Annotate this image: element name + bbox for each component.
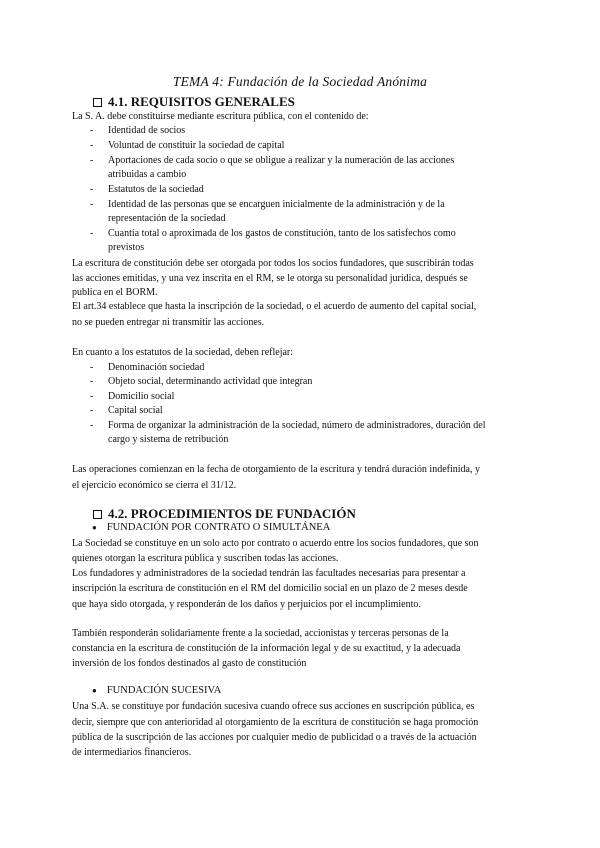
paragraph-line: También responderán solidariamente frente a la sociedad, accionistas y terceras personas de la [72,628,449,639]
paragraph-line: decir, siempre que con anterioridad al otorgamiento de la escritura de constitución se haga promoción [72,717,479,728]
paragraph-line: La escritura de constitución debe ser otorgada por todos los socios fundadores, que suscribirán todas [72,258,474,269]
paragraph-line: las acciones emitidas, y una vez inscrita en el RM, se le otorga su personalidad jurídica, después se [72,273,468,284]
paragraph-line: El art.34 establece que hasta la inscripción de la sociedad, o el acuerdo de aumento del capital social, [72,301,477,312]
bullet-icon: ● [92,523,97,532]
paragraph-line: no se pueden entregar ni transmitir las acciones. [72,317,265,328]
subheading-simultanea: ● FUNDACIÓN POR CONTRATO O SIMULTÁNEA [92,522,331,533]
paragraph-line: Los fundadores y administradores de la sociedad tendrán las facultades necesarias para presentar a [72,568,466,579]
page-title: TEMA 4: Fundación de la Sociedad Anónima [172,74,428,89]
paragraph: En cuanto a los estatutos de la sociedad, deben reflejar: [72,347,294,358]
checkbox-icon [93,510,102,519]
paragraph-line: inscripción la escritura de constitución en el RM del domicilio social en un plazo de 2 meses desde [72,583,468,594]
subheading-sucesiva: ● FUNDACIÓN SUCESIVA [92,685,222,696]
paragraph-line: pública de la suscripción de las acciones por cualquier medio de publicidad o a través de la actuación [72,732,477,743]
paragraph-line: de intermediarios financieros. [72,747,192,758]
section-heading-procedimientos: 4.2. PROCEDIMIENTOS DE FUNDACIÓN [93,506,356,522]
paragraph-line: que haya sido otorgada, y responderán de los daños y perjuicios por el incumplimiento. [72,599,421,610]
paragraph-line: quienes otorgan la escritura pública y suscriben todas las acciones. [72,553,339,564]
bullet-icon: ● [92,686,97,695]
paragraph-line: inversión de los fondos destinados al gasto de constitución [72,658,307,669]
paragraph-line: constancia en la escritura de constitución de la información legal y de su exactitud, y la adecuada [72,643,461,654]
document-page: TEMA 4: Fundación de la Sociedad Anónima 4.1. REQUISITOS GENERALES La S. A. debe constituirse mediante escritura pública, con el contenido de: - Identidad de socios - Voluntad de constituir la sociedad de capital - Aportaciones de cada socio o que se obligue a realizar y la numeración de las acciones atribuidas a cambio - Estatutos de la sociedad - Identidad de las personas que se encarguen inicialmente de la administración y de la representación de la sociedad - Cuantía total o aproximada de los gastos de constitución, tanto de los satisfechos como previstos La escritura de constitución debe ser otorgada por todos los socios fundadores, que suscribirán todas las acciones emitidas, y una vez inscrita en el RM, se le otorga su personalidad jurídica, después se publica en el BORM. El art.34 establece que hasta la inscripción de la sociedad, o el acuerdo de aumento del capital social, no se pueden entregar ni transmitir las acciones. En cuanto a los estatutos de la sociedad, deben reflejar: - Denominación sociedad - Objeto social, determinando actividad que integran - Domicilio social - Capital social - Forma de organizar la administración de la sociedad, número de administradores, duración del cargo y sistema de retribución Las operaciones comienzan en la fecha de otorgamiento de la escritura y tendrá duración indefinida, y el ejercicio económico se cierra el 31/12. 4.2. PROCEDIMIENTOS DE FUNDACIÓN ● FUNDACIÓN POR CONTRATO O SIMULTÁNEA La Sociedad se constituye en un solo acto por contrato o acuerdo entre los socios fundadores, que son quienes otorgan la escritura pública y suscriben todas las acciones. Los fundadores y administradores de la sociedad tendrán las facultades necesarias para presentar a inscripción la escritura de constitución en el RM del domicilio social en un plazo de 2 meses desde que haya sido otorgada, y responderán de los daños y perjuicios por el incumplimiento. También responderán solidariamente frente a la sociedad, accionistas y terceras personas de la constancia en la escritura de constitución de la información legal y de su exactitud, y la adecuada inversión de los fondos destinados al gasto de constitución ● FUNDACIÓN SUCESIVA Una S.A. se constituye por fundación sucesiva cuando ofrece sus acciones en suscripción pública, es decir, siempre que con anterioridad al otorgamiento de la escritura de constitución se haga promoción pública de la suscripción de las acciones por cualquier medio de publicidad o a través de la actuación de intermediarios financieros. [0,0,600,848]
checkbox-icon [93,98,102,107]
paragraph-line: Una S.A. se constituye por fundación sucesiva cuando ofrece sus acciones en suscripción pública, es [72,701,475,712]
paragraph: La S. A. debe constituirse mediante escritura pública, con el contenido de: [72,111,369,122]
paragraph-line: el ejercicio económico se cierra el 31/12. [72,480,237,491]
paragraph-line: Las operaciones comienzan en la fecha de otorgamiento de la escritura y tendrá duración indefinida, y [72,464,480,475]
paragraph-line: La Sociedad se constituye en un solo acto por contrato o acuerdo entre los socios fundadores, que son [72,538,479,549]
paragraph-line: publica en el BORM. [72,287,158,298]
section-heading-requisitos: 4.1. REQUISITOS GENERALES [93,94,295,110]
